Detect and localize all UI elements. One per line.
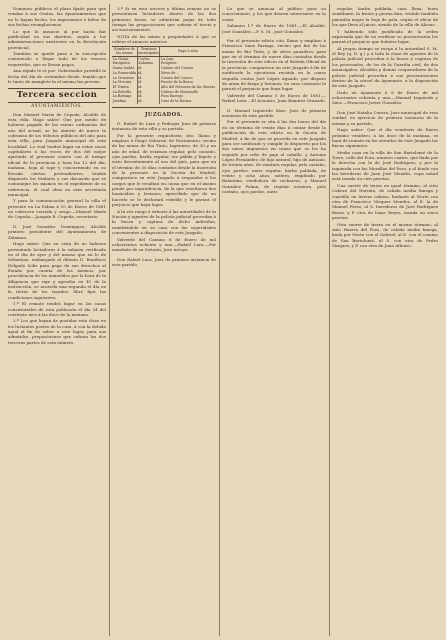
table-cell: Zalamea (137, 61, 160, 66)
table-cell: id. (137, 99, 160, 104)
table-cell: La Esmeralda (112, 70, 137, 75)
paragraph: Hago saber: Que el día veintiseis de Enero próximo venidero, á las doce de la mañana, se hará de remate en los estrados de este Juzgado las fincas siguientes: (332, 127, 438, 149)
table-cell: id. (137, 85, 160, 90)
column-1 (8, 6, 106, 636)
mines-table (112, 46, 216, 104)
paragraph: Zalamea 1.º de Enero de 1881.—El Alcalde, José González.—P. S. M., José Gonzalez. (222, 23, 326, 34)
paragraph: Por el presente se cita á las dos horas del día en un término de veinte días á contar desde la publicación de este edicto en la Gaceta de Madrid, á fin de que se proceda en este Juzgado para ser notificado y cumplir lo dispuesto por los dos autos impuestos en causa que se les ha seguido por robo de paja al caballo, y Antonia López Fernández, de hijo natural, hijo de Antonio, de treinta años, de estatura regular, pelo castaño, ojos pardos, nariz regular, barba poblada, de veinte y ocho años, soltero, empleado por Balantina, vendedora de cacharros, y Manuel González Palma, de regular estatura, pelo castaño, ojos pardos, nariz (222, 119, 326, 194)
table-cell: id. (137, 71, 160, 76)
table-cell: Josefina (112, 99, 137, 104)
table-cell: La Bornaja (112, 94, 137, 99)
paragraph: Lo que lo anuncio al por hasta dar publicidad en sus distritos, según á los administraciones existentes en la Revolución provincial. (8, 28, 106, 50)
column-3 (222, 6, 326, 636)
table-cell: Santa Isabel (112, 66, 137, 71)
column-4 (332, 6, 438, 636)
paragraph: Ana rápido le et por: Gobernador presidió la fecha del día de costumbre desde, teníalo que le tanto de manglete la el mismo las previas. (8, 68, 106, 85)
table-cell: Pesqueta (160, 61, 216, 66)
table-cell: La Victoria (112, 80, 137, 85)
table-cell: Mesa de... (160, 71, 216, 76)
paragraph: Por la presente requisitoria cito, llamo y emplazo á Diego Osborne, de Nacimiento, vecino de las minas de Rio Tinto, Ingeniero, de 30 y un año de edad, de estatura regular, pelo castaño, ojos pardos, barba regular, tez pálida y bigote y visto decentemente al uso del país, para que en el término de 30 días contados desde la inserción de la presente en la Gaceta de Madrid, comparezca en este Juzgado á responder á los cargos que le resultan en causa que en el mismo pende por imprudencia, de la que resultaron dos homicidios y lesiones; apercibido que de no hacerlo se le declarará rebelde y le parará el perjuicio que haya lugar. (112, 132, 216, 208)
paragraph: Y habiendo sido justificado de la orden expresada que de no verificar su presentación les parará el perjuicio que hubiere lugar. (332, 28, 438, 45)
table-cell: Cabezo del Cuervo (160, 66, 216, 71)
table-cell: id. (137, 90, 160, 95)
paragraph: Valverde del Camino 5 de Enero de 1881.—Rafael Lara.—El Actuario, Juan Ramírez Granado. (222, 92, 326, 104)
mines-table-wrap (112, 46, 216, 108)
paragraph: Valverde del Camino 8 de Enero de mil ochocientos ochenta y uno.—Rafael Lara.—Por mandado de su Señoría, José Arroyo. (112, 236, 216, 253)
table-header: Nombres de las minas (112, 46, 137, 56)
section-title: Tercera seccion (8, 88, 106, 103)
table-row (112, 85, 216, 90)
paragraph: Dado en Ayamonte á 8 de Enero de mil ochocientos ochenta y uno.—Manuel Izquierdo y Sáez.—Francisco Javier González. (332, 89, 438, 106)
paragraph: Media casa en la villa de San Bartolomé de la Torre, calle del Pozo, número cuatro, que linda por la derecha con la de José Rodríguez, y por la izquierda con las Murallas del Pozo, y al fondo con las herederas de Juan José Mendez, cuya mitad está tasada en cien pesetas. (332, 149, 438, 182)
table-row (112, 99, 216, 104)
mines-table-body (112, 56, 216, 104)
table-cell: El Trinita (112, 85, 137, 90)
table-cell: Enriqueta (112, 61, 137, 66)
paragraph: Don José Natalio Cerezo, Juez municipal de esta ciudad, en ejercicio de primera instancia de la misma y su partido. (332, 109, 438, 126)
table-cell: Pozo Barrajo (160, 94, 216, 99)
table-cell: id. (137, 94, 160, 99)
paragraph: Don Manuel María de Cepeda, Alcalde de esta villa. Hago saber: Que por medio de haberse pagado de las rentas ordinarias del año del actual, se ha abierto de nuevo la cobranza de los tributos públicos del año para esta villa, para Juzgado municipal de esta localidad. Lo cual tendrá lugar en estas casas capitulares á las veces de dos del mejor apretado el presente cuarto con el tiempo oficial de la provincia y hora las 12 del día, mañana, hoja al tope y concurriendo en su llevada ciertos pretendientes, tendrá dispuesto los titulares y sus discusión que se comunique los mismos en el expediente de su referencia, el cual obra en esta secretaría municipal. (8, 111, 106, 197)
paragraph: 3.ª Si en esta tercera y última remate no se presentasen licitadores dentro de las dos primeras horas, se admitirán pujas de todo tiempo las proposiciones que cubran el tercio y así sucesivamente. (112, 6, 216, 33)
paragraph: Dominios públicos el plazo fijado para que vendan á sus Gratas, las Ayuntamientos que no lo hayan hecho, los ingresantes é faltos de sus fechas reemplacemos. (8, 6, 106, 28)
court-section-title: JUZGADOS. (144, 111, 184, 118)
table-header: Términos municipales (138, 47, 159, 56)
paragraph: regular, barba poblada, cara llena, buen semblante, la frente y pierna fina, vestido también pantalón negro la hoja de pala, según el oficio de los que lleva al juicio, siendo de la villa de Alosno. (332, 6, 438, 28)
table-cell: La Gloria (112, 56, 137, 61)
paragraph: D. José González Domínguez, Alcalde primero presidente del Ayuntamiento de Zalamea. (8, 223, 106, 240)
paragraph: Por el presente edicto cito, llamo y emplazo á Francisco Sanz Pastaga, vecino que fué de las minas de Rio Tinto, y de oficio panadero, para que en el término de nueve días contados desde la inserción de este edicto en el Boletín Oficial de la provincia, comparezca en este Juzgado á fin de notificarle la ejecutoria recaida en la causa seguida contra José López Aguado, por disparo de arma de fuego y lesiones; en caso contrario le parará el perjuicio que haya lugar. (222, 38, 326, 92)
paragraph: Hago saber: Que en vista de no haberse presentado licitadores á la subasta verificada en el día de ayer y del mismo que en lo de Sebastian, embargado al difunto D. Bonifacio Delgado Solis para pago de sus derechos al Estado por cuenta de los mismos, por procedencia de los inmuebles por la hora de la diligencia que rige y aprueba en 41 de la instrucción, se acuerda una segunda el día en la tierra de los tasados, libre fijar las condiciones siguientes: (8, 241, 106, 300)
table-cell: Alto del Mesones de las Sierras (160, 85, 216, 89)
paragraph: Don Rafael Lara, Juez de primera instancia de este partido. (112, 256, 216, 268)
table-cell: La Joya (160, 56, 216, 61)
table-cell: id. (137, 66, 160, 71)
paragraph: Otra suerte de tierra en el mismo término, al sitio Huerta del Pozo, de cabida media fanega, linda por Norte con el Gabriel, al E. con el camino de San Bartolomé, al S. con otra de Pedro Vázquez, y P. con otra de Juan Alfonso. (332, 221, 438, 248)
paragraph: D. Rafael de Lara y Pedrajas Juez de primera instancia de esta villa y su partido. (112, 120, 216, 132)
column-2 (112, 6, 216, 636)
table-cell: id. (137, 80, 160, 85)
paragraph: Y para la comunicación general la villa el presente en La Palma á 10 de Enero de 1881 en cabecera cerrada y sesgo.—Manuel María de Cepeda.—Joaquín R. Cepeda, secretario. (8, 198, 106, 220)
table-cell: Cortra (137, 56, 160, 61)
paragraph: Lo que se anuncia al público para su conocimiento, y los que deseen interesarse en la venta. (222, 6, 326, 22)
paragraph: Al propio tiempo se ruega á la autoridad S. M. el Rey (q. D. g.) y á toda la clase de agentes de la policía judicial procedan á la busca y captura de los procesados, de los de la Guardia civil, de dos municipales, Alcaldes y demás cooperadores de la policía judicial procedan á sus presentaciones dentro de la cárcel de Ayamonte, a la disposición de este Juzgado. (332, 45, 438, 89)
column-rule (109, 4, 110, 636)
paragraph: Una suerte de tierra en igual término, al sitio Cabezo del Hornito, de cabida media fanega y cuartillo en tierras calmas, lindante al Norte con otra de Francisco Vázquez Mendez, al E. la de Manuel Pérez, al S. herederos de José Rodríguez Barra, y P. otra de Isaac Reyes, tasada en cinco pesetas. (332, 182, 438, 221)
paragraph: Tambien se quede para a la suscripción comunícalo a llegar todo de los tesoros requeridos, que se llevan pagos. (8, 51, 106, 67)
table-cell: Puerto de la Brusa (160, 80, 216, 85)
table-cell: Cuesta del Cuervo (160, 76, 216, 81)
table-cell: Cabezo de Montosillo (160, 90, 216, 95)
paragraph: A la vez ruego é exhorto á las autoridades de la Nación y agentes de la policía judicial procedan á la busca y captura de dicho individuo, remitiéndole en su caso con las seguridades convenientes á disposición de este Juzgado. (112, 208, 216, 236)
table-header: Pago ó sitio (160, 46, 216, 56)
table-cell: id. (137, 76, 160, 81)
paragraph: 2.ª Los que hayan de postular esta clase en los licitantes postes de la casa, á con la debida igual al fin de saber a este lugar, para sus admitidos, proposiciones que cubran las dos terceras partes de esta número. (8, 318, 106, 345)
column-rule (329, 4, 330, 636)
table-note: NOTA de las minas y propiedades á que se refiere el anuncio anterior. (112, 33, 216, 45)
section-subtitle: AYUNTAMIENTOS. (31, 104, 83, 110)
table-cell: La Generosa (112, 76, 137, 81)
table-cell: Cruz de la Encina (160, 99, 216, 104)
column-rule (219, 4, 220, 636)
paragraph: D. Manuel Izquierdo Sáez, Juez de primera instancia de este partido. (222, 107, 326, 118)
table-cell: La Estrella (112, 90, 137, 95)
paragraph: 1.ª El remate tendrá lugar en las casas consistoriales de esta población el día 24 del corriente mes á las doce de la mañana. (8, 301, 106, 317)
